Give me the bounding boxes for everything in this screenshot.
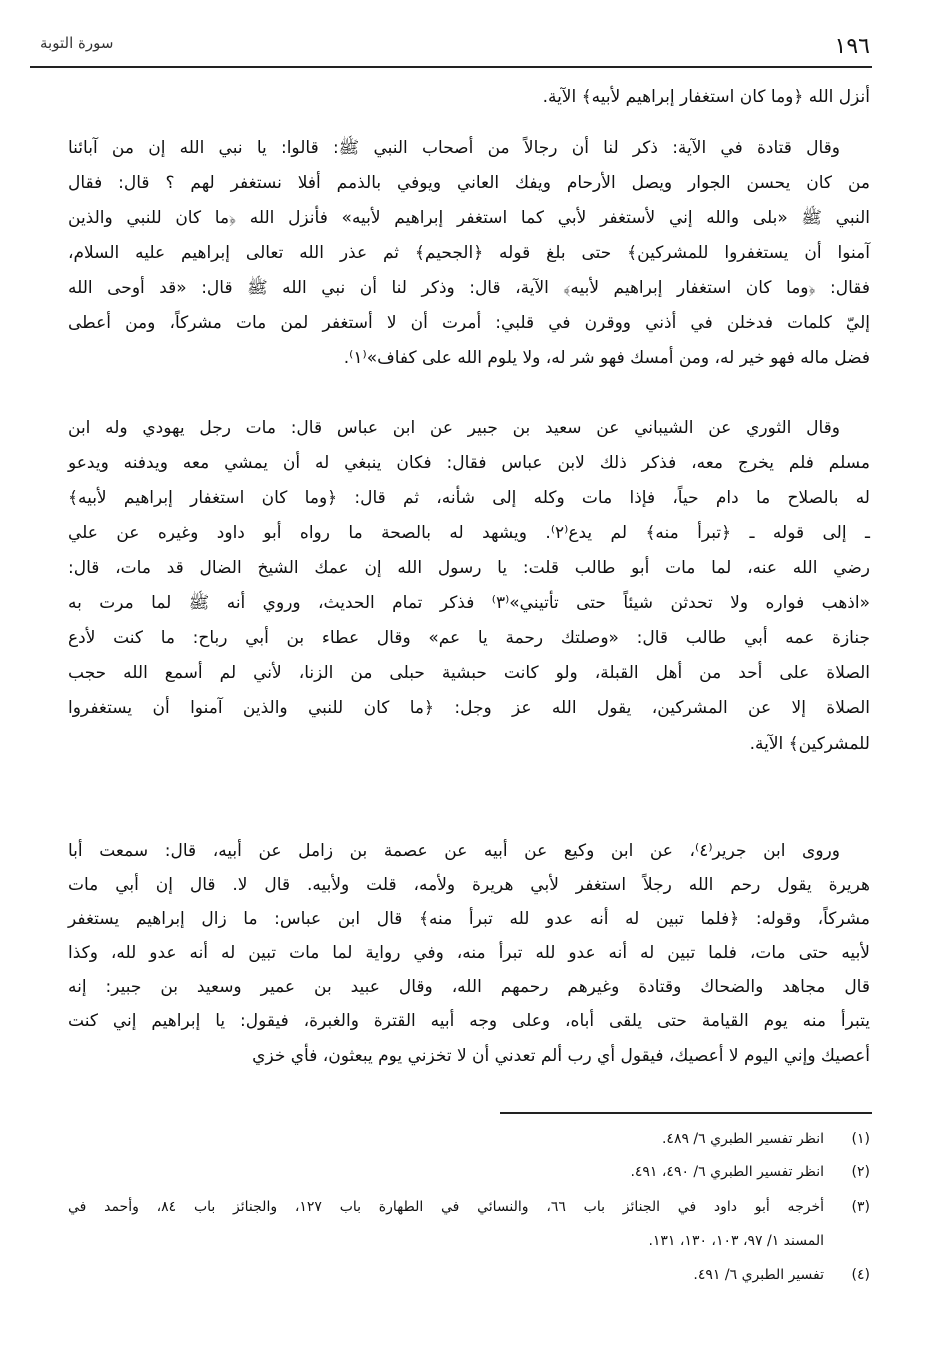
footnote-number: (٢) xyxy=(851,1164,870,1180)
text-line: آمنوا أن يستغفروا للمشركين﴾ حتى بلغ قوله ﴿الجحيم﴾ ثم عذر الله تعالى إبراهيم عليه السلام، xyxy=(68,243,870,263)
text-line: النبي ﷺ «بلى والله إني لأستغفر لأبي كما استغفر إبراهيم لأبيه» فأنزل الله ﴿ما كان للنبي والذين xyxy=(68,208,870,228)
text-line: للمشركين﴾ الآية. xyxy=(749,734,870,754)
text-line: لأبيه حتى مات، فلما تبين له أنه عدو لله تبرأ منه، وفي رواية لما مات تبين له أنه عدو لله، وكذا xyxy=(68,943,870,963)
text-line: الصلاة على أحد من أهل القبلة، ولو كانت حبشية حبلى من الزنا، لأني لم أسمع الله حجب xyxy=(68,663,870,683)
text-line: جنازة عمه أبي طالب قال: «وصلتك رحمة يا عم» وقال عطاء بن أبي رباح: ما كنت لأدع xyxy=(68,628,870,648)
text-line: «اذهب فواره ولا تحدثن شيئاً حتى تأتيني»⁽٣⁾ فذكر تمام الحديث، وروي أنه ﷺ لما مرت به xyxy=(68,593,870,613)
text-line: رضي الله عنه، لما مات أبو طالب قلت: يا رسول الله إن عمك الشيخ الضال قد مات، قال: xyxy=(68,558,870,578)
footnote-text: أخرجه أبو داود في الجنائز باب ٦٦، والنسائي في الطهارة باب ١٢٧، والجنائز باب ٨٤، وأحمد في xyxy=(68,1199,824,1215)
text-line: فقال: ﴿وما كان استغفار إبراهيم لأبيه﴾ الآية، قال: وذكر لنا أن نبي الله ﷺ قال: «قد أوحى الله xyxy=(68,278,870,298)
running-header-surah-title: سورة التوبة xyxy=(40,34,114,52)
text-line: ـ إلى قوله ـ ﴿تبرأ منه﴾ لم يدع⁽٢⁾. ويشهد له بالصحة ما رواه أبو داود وغيره عن علي xyxy=(68,523,870,543)
footnote xyxy=(68,1230,870,1252)
text-line: وروى ابن جرير⁽٤⁾، عن ابن وكيع عن أبيه عن عصمة بن زامل عن أبيه، قال: سمعت أبا xyxy=(68,841,840,861)
footnote-text: تفسير الطبري ٦/ ٤٩١. xyxy=(693,1267,824,1283)
page-number: ١٩٦ xyxy=(834,34,870,59)
footnote xyxy=(68,1161,870,1183)
footnote-rule xyxy=(500,1112,872,1114)
text-line: هريرة يقول رحم الله رجلاً استغفر لأبي هريرة ولأمه، قلت ولأبيه. قال لا. قال إن أبي مات xyxy=(68,875,870,895)
footnote-text: انظر تفسير الطبري ٦/ ٤٨٩. xyxy=(661,1131,824,1147)
text-line: أنزل الله ﴿وما كان استغفار إبراهيم لأبيه﴾ الآية. xyxy=(542,87,870,107)
text-line: مسلم فلم يخرج معه، فذكر ذلك لابن عباس فقال: فكان ينبغي له أن يمشي معه ويدفنه ويدعو xyxy=(68,453,870,473)
footnote xyxy=(68,1196,870,1218)
text-line: وقال قتادة في الآية: ذكر لنا أن رجالاً من أصحاب النبي ﷺ: قالوا: يا نبي الله إن من آبائنا xyxy=(68,138,840,158)
text-line: وقال الثوري عن الشيباني عن سعيد بن جبير عن ابن عباس قال: مات رجل يهودي وله ابن xyxy=(68,418,840,438)
text-line: من كان يحسن الجوار ويصل الأرحام ويفك العاني ويوفي بالذمم أفلا نستغفر لهم ؟ قال: فقال xyxy=(68,173,870,193)
footnote-text: المسند ١/ ٩٧، ١٠٣، ١٣٠، ١٣١. xyxy=(648,1233,824,1249)
footnote xyxy=(68,1264,870,1286)
text-line: قال مجاهد والضحاك وقتادة وغيرهم رحمهم الله، وقال عبيد بن عمير وسعيد بن جبير: إنه xyxy=(68,977,870,997)
header-rule xyxy=(30,66,872,68)
footnote-text: انظر تفسير الطبري ٦/ ٤٩٠، ٤٩١. xyxy=(630,1164,824,1180)
text-line: له بالصلاح ما دام حياً، فإذا مات وكله إلى شأنه، ثم قال: ﴿وما كان استغفار إبراهيم لأبيه﴾ xyxy=(68,488,870,508)
text-line: مشركاً، وقوله: ﴿فلما تبين له أنه عدو لله تبرأ منه﴾ قال ابن عباس: ما زال إبراهيم يستغفر xyxy=(68,909,870,929)
text-line: يتبرأ منه يوم القيامة حتى يلقى أباه، وعلى وجه أبيه القترة والغبرة، فيقول: يا إبراهيم إني كنت xyxy=(68,1011,870,1031)
text-line: أعصيك وإني اليوم لا أعصيك، فيقول أي رب ألم تعدني أن لا تخزني يوم يبعثون، فأي خزي xyxy=(252,1046,870,1066)
footnote-number: (٤) xyxy=(851,1267,870,1283)
footnote xyxy=(68,1128,870,1150)
text-line: الصلاة إلا عن المشركين، يقول الله عز وجل: ﴿ما كان للنبي والذين آمنوا أن يستغفروا xyxy=(68,698,870,718)
footnote-number: (٣) xyxy=(851,1199,870,1215)
text-line: إليّ كلمات فدخلن في أذني ووقرن في قلبي: أمرت أن لا أستغفر لمن مات مشركاً، ومن أعطى xyxy=(68,313,870,333)
footnote-number: (١) xyxy=(851,1131,870,1147)
text-line: فضل ماله فهو خير له، ومن أمسك فهو شر له، ولا يلوم الله على كفاف»⁽١⁾. xyxy=(343,348,870,368)
